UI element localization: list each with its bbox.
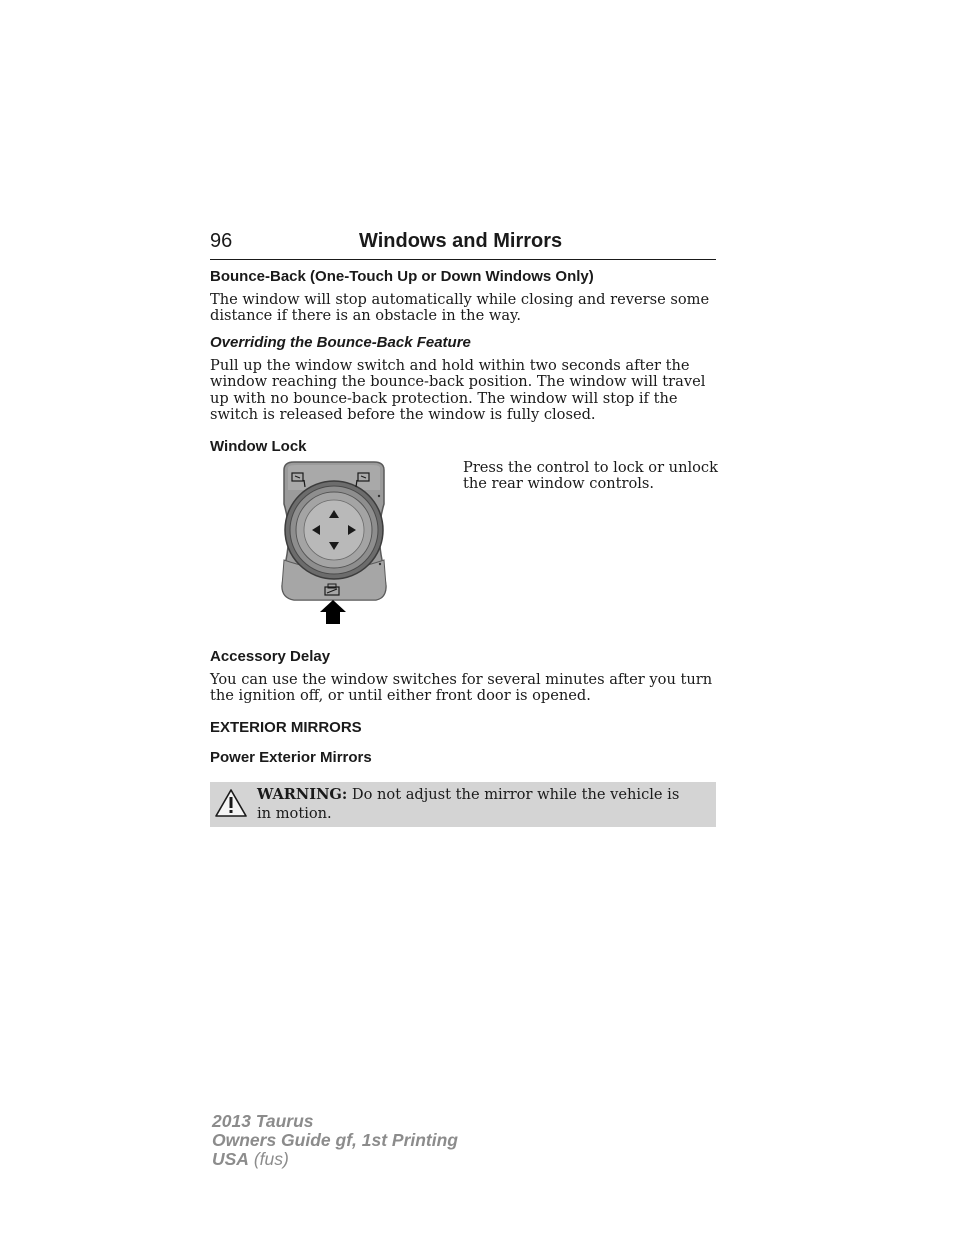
window-lock-heading: Window Lock [210,438,307,455]
footer-line-3 [212,1150,458,1169]
up-arrow-icon [320,600,346,624]
footer-line-1: 2013 Taurus [212,1111,314,1131]
warning-message: Do not adjust the mirror while the vehicle is in motion. [257,786,680,822]
bounce-back-heading: Bounce-Back (One-Touch Up or Down Windows Only) [210,268,594,285]
footer-market: USA [212,1149,249,1169]
page-header [210,230,716,260]
exterior-mirrors-heading: EXTERIOR MIRRORS [210,719,362,736]
warning-box [210,782,716,827]
mirror-control-figure [278,460,390,626]
override-heading: Overriding the Bounce-Back Feature [210,334,471,351]
power-mirrors-heading: Power Exterior Mirrors [210,749,372,766]
accessory-heading: Accessory Delay [210,648,331,665]
warning-triangle-icon [215,789,247,817]
warning-label: WARNING: [257,786,348,803]
warning-text [257,785,697,823]
window-lock-text: Press the control to lock or unlock the rear window controls. [463,459,718,493]
chapter-title: Windows and Mirrors [359,230,563,252]
footer-line-2: Owners Guide gf, 1st Printing [212,1130,458,1150]
accessory-text: You can use the window switches for several minutes after you turn the ignition off, or until either front door is opened. [210,671,713,705]
page-number: 96 [210,230,233,252]
bounce-back-text: The window will stop automatically while closing and reverse some distance if there is an obstacle in the way. [210,291,710,325]
footer-market-code: (fus) [248,1149,289,1169]
override-text: Pull up the window switch and hold within two seconds after the window reaching the bounce-back position. The window will travel up with no bounce-back protection. The window will stop if the switch is released before the window is fully closed. [210,357,706,423]
page-footer [212,1112,458,1169]
